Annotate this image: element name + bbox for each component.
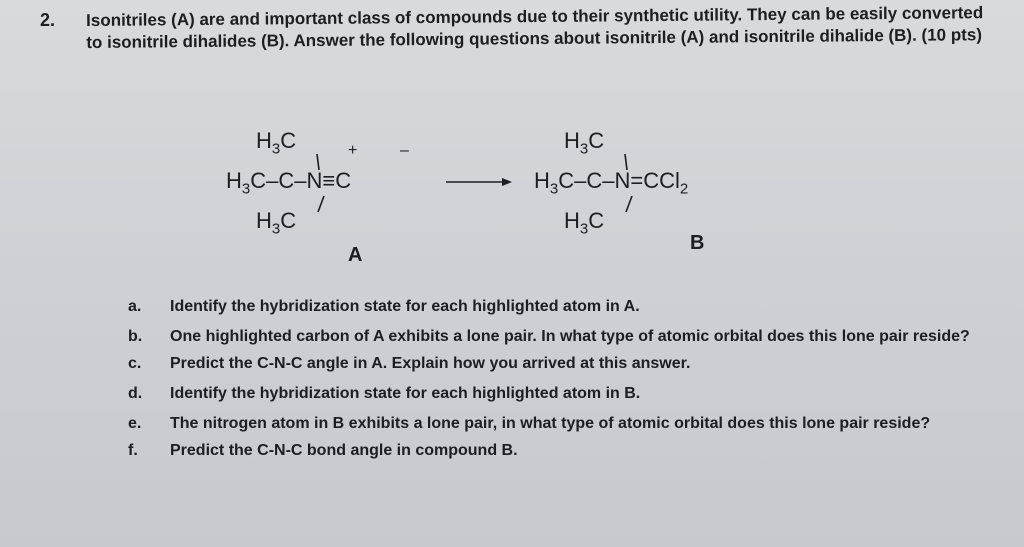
question-letter: b. — [128, 328, 143, 345]
reaction-scheme — [220, 120, 820, 270]
question-letter: e. — [128, 415, 142, 432]
reaction-arrow-head — [502, 178, 512, 186]
question-item-a — [128, 296, 1008, 317]
question-text: Identify the hybridization state for each highlighted atom in A. — [170, 298, 640, 315]
compound-a-top-bond — [317, 154, 319, 170]
question-text: Identify the hybridization state for each highlighted atom in B. — [170, 385, 641, 402]
question-text: The nitrogen atom in B exhibits a lone pair, in what type of atomic orbital does this lone pair reside? — [170, 415, 931, 432]
compound-a-bottom-bond — [318, 196, 324, 212]
question-text: Predict the C-N-C bond angle in compound B. — [170, 442, 518, 459]
question-list — [128, 296, 1008, 470]
question-number: 2. — [40, 10, 56, 30]
bond-lines — [220, 120, 820, 270]
compound-a-minus-charge: – — [400, 142, 409, 159]
compound-a-top-methyl: $H_3C$ — [256, 128, 297, 158]
question-letter: f. — [128, 442, 138, 459]
compound-b-main-chain: $H_3C-C-N=CCl_2$ — [534, 168, 689, 198]
compound-a-main-chain: $H_3C-C-N\equiv C$ — [226, 168, 352, 198]
question-letter: a. — [128, 298, 142, 315]
question-item-c — [128, 353, 1008, 374]
compound-b-label: B — [690, 232, 705, 254]
question-item-f — [128, 440, 1008, 461]
question-letter: c. — [128, 355, 142, 372]
question-letter: d. — [128, 385, 143, 402]
compound-b-bottom-bond — [626, 196, 632, 212]
question-text: Predict the C-N-C angle in A. Explain how you arrived at this answer. — [170, 355, 691, 372]
compound-a-bottom-methyl: $H_3C$ — [256, 208, 297, 238]
compound-a-plus-charge: + — [348, 142, 358, 159]
question-text: One highlighted carbon of A exhibits a lone pair. In what type of atomic orbital does this lone pair reside? — [170, 328, 970, 345]
question-item-d — [128, 383, 1008, 404]
question-item-b — [128, 326, 1008, 347]
compound-b-top-methyl: $H_3C$ — [564, 128, 605, 158]
question-item-e — [128, 413, 1008, 434]
question-intro: Isonitriles (A) are and important class of compounds due to their synthetic utility. They can be easily converted to isonitrile dihalides (B). Answer the following questions about isonitrile (A) and isonitrile dihalide (B). (10 pts) — [86, 3, 984, 52]
compound-a-label: A — [348, 244, 363, 266]
compound-b-bottom-methyl: $H_3C$ — [564, 208, 605, 238]
